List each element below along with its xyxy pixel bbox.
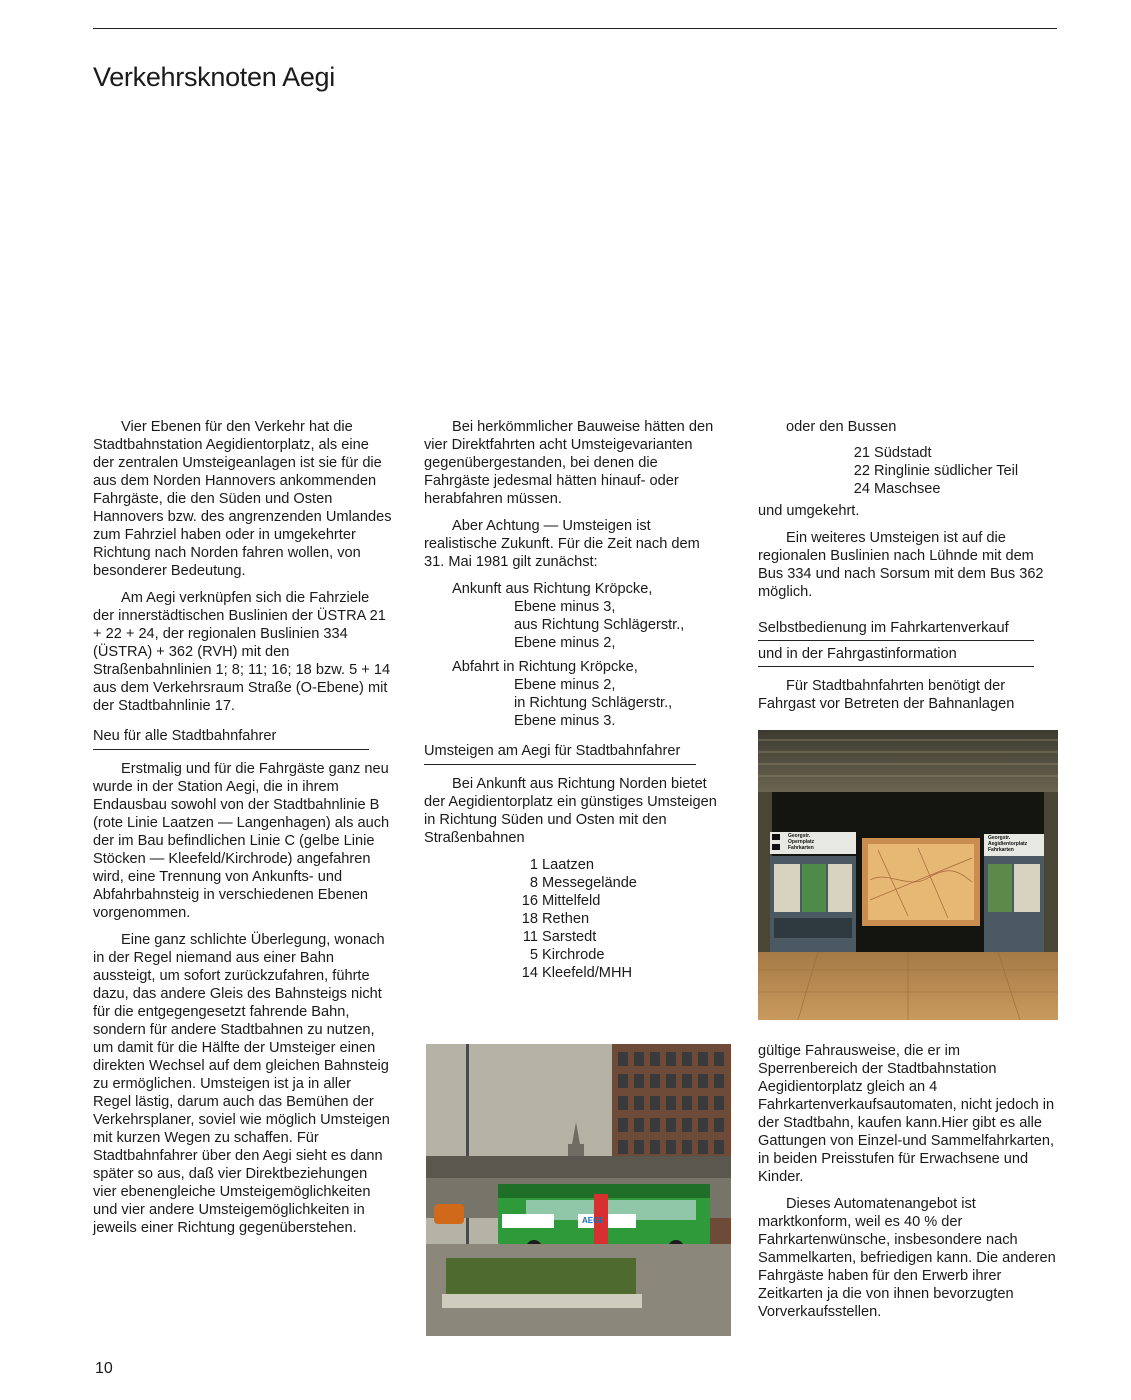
tram-destination: Kleefeld/MHH [542, 965, 633, 981]
tram-destination: Laatzen [542, 857, 594, 873]
tram-number: 18 [521, 911, 538, 927]
sign-text: Opernplatz [788, 839, 815, 845]
column-3-continued [758, 1042, 1058, 1330]
page-title: Verkehrsknoten Aegi [93, 62, 335, 92]
arrival-line: aus Richtung Schlägerstr., [514, 617, 685, 633]
tram-number: 8 [529, 875, 538, 891]
tram-destination: Messegelände [542, 875, 637, 891]
list-item [512, 874, 720, 892]
departure-line: in Richtung Schlägerstr., [514, 695, 673, 711]
bus-photo [426, 1044, 731, 1336]
sign-text: Fahrkarten [788, 845, 814, 851]
arrival-line: Ebene minus 3, [514, 599, 616, 615]
list-item [844, 462, 1058, 480]
bus-number: 24 [853, 481, 870, 497]
bus-destination: Südstadt [874, 445, 932, 461]
paragraph: gültige Fahrausweise, die er im Sperrenbereich der Stadtbahnstation Aegidientorplatz gleich an 4 Fahrkartenverkaufsautomaten, nicht jedoch in der Stadtbahn, kaufen kann.Hier gibt es alle Gattungen von Einzel-und Sammelfahrkarten, in beiden Preisstufen für Erwachsene und Kinder. [758, 1043, 1055, 1185]
tram-destination: Rethen [542, 911, 590, 927]
paragraph: Aber Achtung — Umsteigen ist realistische Zukunft. Für die Zeit nach dem 31. Mai 1981 gilt zunächst: [424, 518, 700, 570]
page-number: 10 [95, 1360, 113, 1377]
arrival-block [424, 580, 720, 652]
tram-list [424, 856, 720, 982]
paragraph: Für Stadtbahnfahrten benötigt der Fahrgast vor Betreten der Bahnanlagen [758, 678, 1015, 712]
paragraph: Eine ganz schlichte Überlegung, wonach in der Regel niemand aus einer Bahn aussteigt, um sofort zurückzufahren, führte dazu, das andere Gleis des Bahnsteigs nicht für die entgegengesetzt fahrende Bahn, sondern für andere Stadtbahnen zu nutzen, um damit für die Hälfte der Umsteiger einen direkten Wechsel auf dem gleichen Bahnsteig zu ermöglichen. Umsteigen ist ja in aller Regel lästig, darum auch das Bemühen der Verkehrsplaner, soviel wie möglich Umsteigen mit kurzen Wegen zu schaffen. Für Stadtbahnfahrer über den Aegi sieht es dann später so aus, daß vier Direktbeziehungen vier ebenengleiche Umsteigemöglichkeiten und vier andere Umsteigemöglichkeiten in jeweils einer Richtung gegenüberstehen. [93, 932, 390, 1236]
list-item [844, 480, 1058, 498]
bus-destination: Ringlinie südlicher Teil [874, 463, 1019, 479]
bus-list [758, 444, 1058, 498]
column-3 [758, 418, 1058, 722]
section-heading: Umsteigen am Aegi für Stadtbahnfahrer [424, 742, 696, 765]
bus-photo-illustration [426, 1044, 731, 1336]
tram-number: 11 [522, 929, 538, 945]
station-photo-illustration [758, 730, 1058, 1020]
list-item [844, 444, 1058, 462]
tram-number: 5 [529, 947, 538, 963]
sign-text: Georgstr. [988, 835, 1011, 841]
bus-number: 21 [853, 445, 870, 461]
sign-text: Aegidientorplatz [988, 841, 1028, 847]
paragraph: Vier Ebenen für den Verkehr hat die Stadtbahnstation Aegidientorplatz, als eine der zentralen Umsteigeanlagen ist sie für die aus dem Norden Hannovers ankommenden Fahrgäste, die den Süden und Osten Hannovers bzw. des angrenzenden Umlandes zum Fahrziel haben oder in umgekehrter Richtung nach Norden fahren wollen, von besonderer Bedeutung. [93, 419, 392, 579]
paragraph: Bei Ankunft aus Richtung Norden bietet der Aegidientorplatz ein günstiges Umsteigen in Richtung Süden und Osten mit den Straßenbahnen [424, 776, 717, 846]
column-1 [93, 418, 393, 1246]
tram-number: 14 [521, 965, 538, 981]
list-item [512, 910, 720, 928]
sign-text: Georgstr. [788, 833, 811, 839]
arrival-line: Ankunft aus Richtung Kröpcke, [452, 581, 653, 597]
departure-line: Abfahrt in Richtung Kröpcke, [452, 659, 638, 675]
sign-right [988, 835, 1027, 853]
tram-number: 1 [529, 857, 538, 873]
section-heading: Selbstbedienung im Fahrkartenverkauf [758, 615, 1034, 641]
list-item [512, 856, 720, 874]
departure-block [424, 658, 720, 730]
station-photo [758, 730, 1058, 1020]
bus-advert-text: AEGI [582, 1216, 602, 1225]
section-heading: und in der Fahrgastinformation [758, 641, 1034, 667]
top-rule [93, 28, 1057, 29]
bus-outro: und umgekehrt. [758, 503, 860, 519]
paragraph: Ein weiteres Umsteigen ist auf die regionalen Buslinien nach Lühnde mit dem Bus 334 und nach Sorsum mit dem Bus 362 möglich. [758, 530, 1044, 600]
tram-destination: Mittelfeld [542, 893, 601, 909]
paragraph: Bei herkömmlicher Bauweise hätten den vier Direktfahrten acht Umsteigevarianten gegenübergestanden, bei denen die Fahrgäste jedesmal hätten hinauf- oder herabfahren müssen. [424, 419, 714, 507]
tram-destination: Kirchrode [542, 947, 605, 963]
paragraph: Dieses Automatenangebot ist marktkonform, weil es 40 % der Fahrkartenwünsche, insbesondere nach Sammelkarten, befriedigen kann. Die anderen Fahrgäste haben für den Erwerb ihrer Zeitkarten ja die von ihnen bevorzugten Vorverkaufsstellen. [758, 1196, 1056, 1320]
list-item [512, 946, 720, 964]
sign-text: Fahrkarten [988, 847, 1014, 853]
list-item [512, 964, 720, 982]
list-item [512, 892, 720, 910]
bus-number: 22 [853, 463, 870, 479]
paragraph: Erstmalig und für die Fahrgäste ganz neu wurde in der Station Aegi, die in ihrem Endausbau sowohl von der Stadtbahnlinie B (rote Linie Laatzen — Langenhagen) als auch der im Bau befindlichen Linie C (gelbe Linie Stöcken — Kleefeld/Kirchrode) angefahren wird, eine Trennung von Ankunfts- und Abfahrbahnsteig in verschiedenen Ebenen vorgenommen. [93, 761, 390, 921]
sign-left [788, 833, 814, 851]
paragraph: Am Aegi verknüpfen sich die Fahrziele der innerstädtischen Buslinien der ÜSTRA 21 + 22 + 24, der regionalen Buslinien 334 (ÜSTRA) + 362 (RVH) mit den Straßenbahnlinien 1; 8; 11; 16; 18 bzw. 5 + 14 aus dem Verkehrsraum Straße (O-Ebene) mit der Stadtbahnlinie 17. [93, 590, 391, 714]
tram-number: 16 [521, 893, 538, 909]
departure-line: Ebene minus 2, [514, 677, 616, 693]
section-heading: Neu für alle Stadtbahnfahrer [93, 727, 369, 750]
column-2 [424, 418, 720, 982]
arrival-line: Ebene minus 2, [514, 635, 616, 651]
bus-destination: Maschsee [874, 481, 941, 497]
departure-line: Ebene minus 3. [514, 713, 616, 729]
tram-destination: Sarstedt [542, 929, 597, 945]
bus-intro: oder den Bussen [786, 419, 897, 435]
list-item [512, 928, 720, 946]
